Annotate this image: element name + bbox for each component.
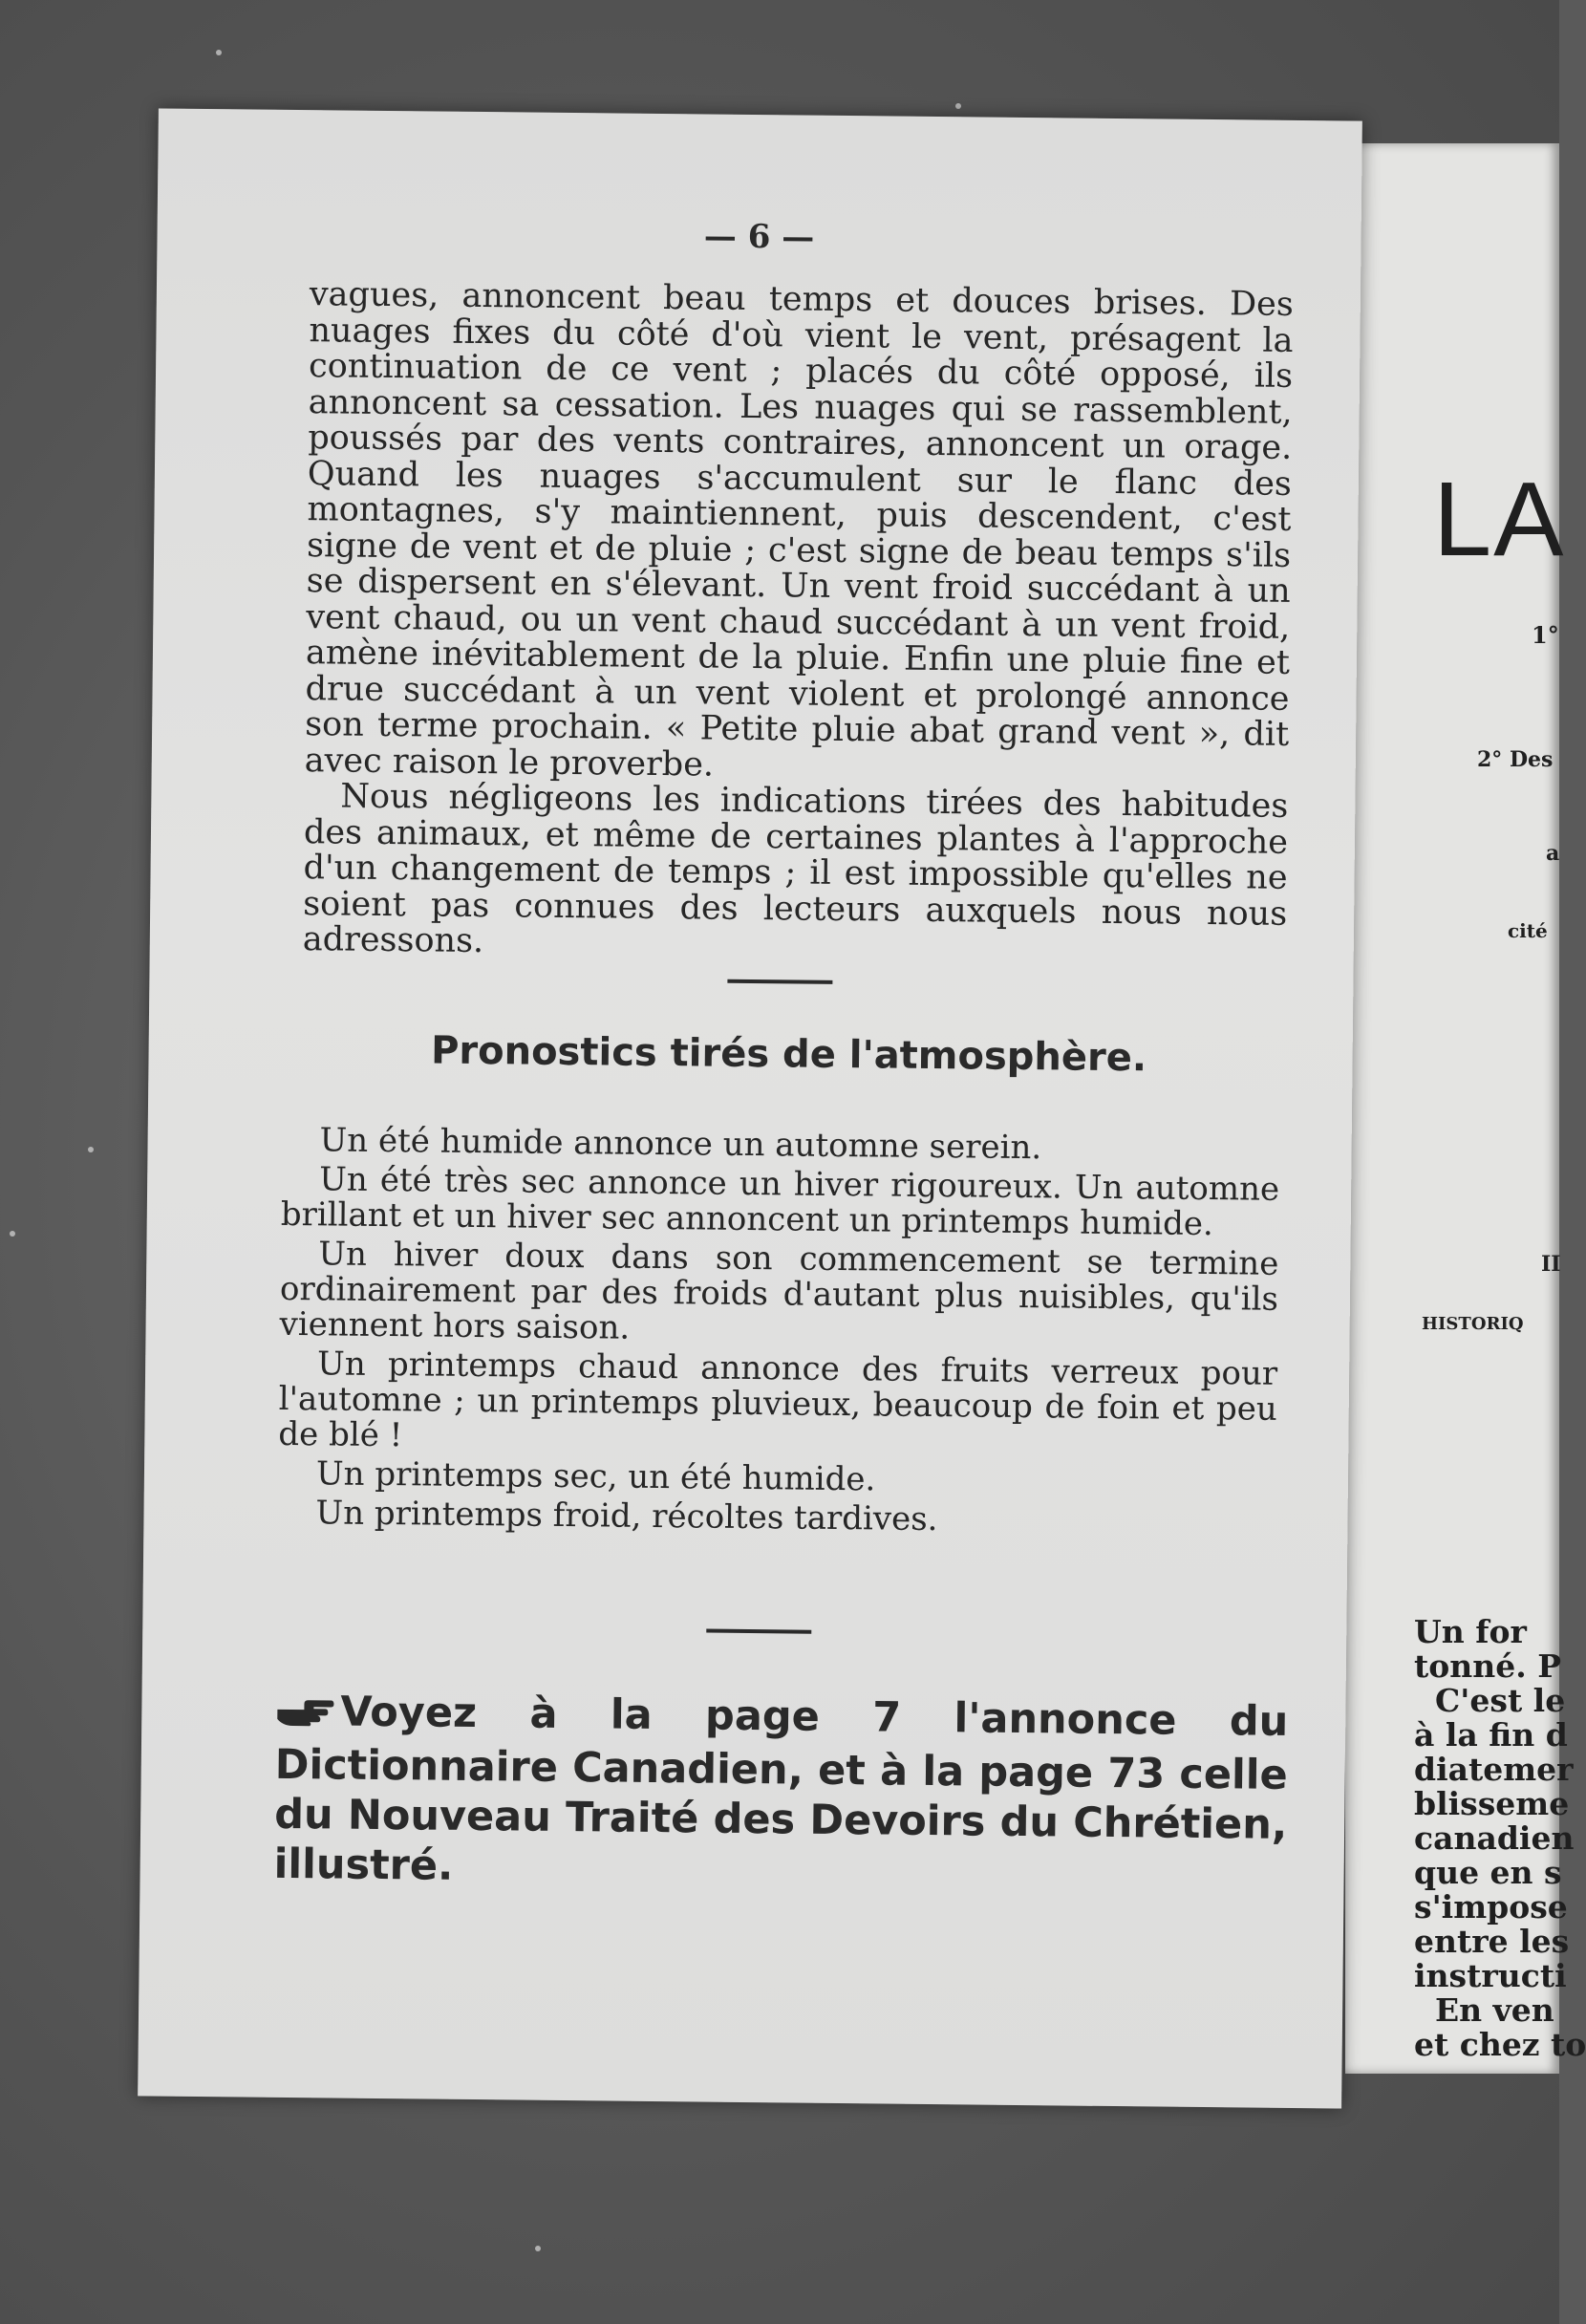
document-page [138, 108, 1362, 2108]
dust-speck [88, 1147, 94, 1152]
page-number: — 6 — [703, 217, 815, 257]
prognostic-item: Un printemps froid, récoltes tardives. [315, 1494, 938, 1539]
section-divider [727, 979, 832, 984]
facing-page-line: s'impose [1414, 1888, 1568, 1926]
section-divider [706, 1629, 811, 1634]
facing-page-fragment: 2° Des [1477, 747, 1554, 772]
notice-text: Voyez à la page 7 l'annonce du Dictionnaire Canadien, et à la page 73 celle du Nouveau Traité des Devoirs du Chrétien, illustré. [273, 1688, 1289, 1890]
facing-page-fragment: cité [1508, 919, 1548, 942]
body-text [303, 277, 1294, 968]
prognostic-item: Un hiver doux dans son commencement se termine ordinairement par des froids d'autant plus nuisibles, qu'ils viennent hors saison. [279, 1235, 1279, 1347]
paragraph: vagues, annoncent beau temps et douces brises. Des nuages fixes du côté d'où vient le vent, présagent la continuation de ce vent ; placés du côté opposé, ils annoncent sa cessation. Les nuages qui se rassemblent, poussés par des vents contraires, annoncent un orage. Quand les nuages s'accumulent sur le flanc des montagnes, s'y maintiennent, puis descendent, c'est signe de vent et de pluie ; c'est signe de beau temps s'ils se dispersent en s'élevant. Un vent froid succédant à un vent chaud, ou un vent chaud succédant à un vent froid, amène inévitablement de la pluie. Enfin une pluie fine et drue succédant à un vent violent et prolongé annonce son terme prochain. « Petite pluie abat grand vent », dit avec raison le proverbe. [304, 275, 1295, 785]
facing-page [1345, 143, 1586, 2074]
dust-speck [216, 50, 222, 55]
facing-page-line: canadien [1414, 1819, 1575, 1857]
facing-page-line: C'est le [1435, 1682, 1566, 1719]
facing-page-fragment: a [1546, 841, 1560, 866]
dust-speck [955, 103, 961, 109]
facing-page-line: blisseme [1414, 1785, 1570, 1822]
facing-page-line: En ven [1435, 1991, 1554, 2029]
facing-page-body [1414, 1613, 1586, 2063]
facing-page-line: diatemer [1414, 1751, 1574, 1788]
facing-page-line: instructi [1414, 1957, 1567, 1994]
dust-speck [10, 1231, 15, 1237]
advertisement-notice [273, 1687, 1288, 1900]
pointing-hand-icon [275, 1690, 335, 1741]
prognostic-item: Un été humide annonce un automne serein. [319, 1121, 1042, 1168]
prognostics-list [277, 1123, 1279, 1545]
facing-page-fragment: HISTORIQ [1422, 1314, 1524, 1334]
dust-speck [535, 2246, 541, 2251]
facing-page-title: LA [1433, 461, 1566, 578]
prognostic-item: Un été très sec annonce un hiver rigoureux. Un automne brillant et un hiver sec annoncent un printemps humide. [280, 1160, 1280, 1244]
facing-page-fragment: 1° [1532, 621, 1559, 649]
paragraph: Nous négligeons les indications tirées des habitudes des animaux, et même de certaines plantes à l'approche d'un changement de temps ; il est impossible qu'elles ne soient pas connues des lecteurs auxquels nous nous adressons. [302, 777, 1289, 961]
facing-page-line: tonné. P [1414, 1647, 1562, 1685]
section-title: Pronostics tirés de l'atmosphère. [430, 1028, 1147, 1081]
facing-page-line: Un for [1414, 1613, 1527, 1650]
prognostic-item: Un printemps chaud annonce des fruits verreux pour l'automne ; un printemps pluvieux, beaucoup de foin et peu de blé ! [278, 1345, 1278, 1455]
facing-page-line: entre les [1414, 1923, 1570, 1960]
facing-page-line: et chez to [1414, 2026, 1586, 2063]
prognostic-item: Un printemps sec, un été humide. [315, 1454, 876, 1499]
facing-page-line: à la fin d [1414, 1716, 1568, 1754]
facing-page-line: que en s [1414, 1854, 1562, 1891]
facing-page-fragment: II [1541, 1252, 1561, 1277]
